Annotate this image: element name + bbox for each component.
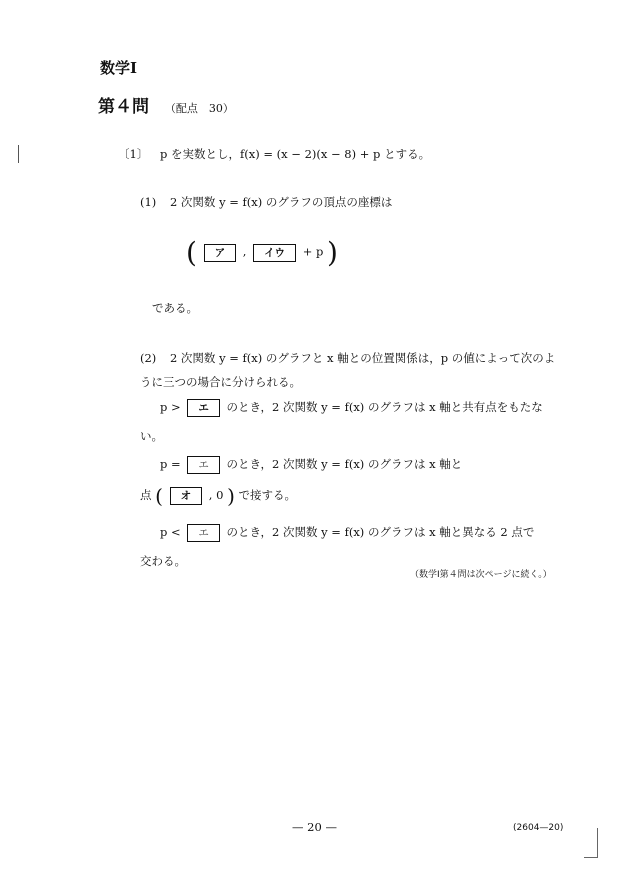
corner-mark [584, 857, 598, 858]
answer-box-iu: イウ [253, 244, 296, 262]
sub2-line2: うに三つの場合に分けられる。 [140, 375, 301, 389]
part1-intro-line [118, 146, 430, 162]
close-paren: ) [327, 236, 338, 269]
part1-label: 〔1〕 [118, 147, 149, 161]
sub2-line1 [140, 350, 555, 366]
case3-prefix: p < [160, 525, 181, 539]
case3-text: のとき，2 次関数 y = f(x) のグラフは x 軸と異なる 2 点で [226, 525, 535, 539]
plus-p: + p [302, 244, 324, 259]
comma: , [242, 244, 247, 259]
sub1-label: (1) [140, 195, 157, 209]
corner-mark-vertical [597, 828, 598, 858]
subject-heading: 数学Ⅰ [100, 59, 138, 77]
case1-cont: い。 [140, 429, 163, 443]
case1-line [160, 399, 543, 417]
sub1-after: である。 [152, 301, 198, 315]
sub1-text: 2 次関数 y = f(x) のグラフの頂点の座標は [169, 195, 393, 209]
sub1-line [140, 194, 392, 210]
case2-end: で接する。 [238, 488, 297, 502]
question-title [98, 92, 234, 117]
answer-box-o: オ [170, 487, 203, 505]
margin-mark [18, 145, 19, 163]
answer-box-a: ア [204, 244, 237, 262]
page-code: (2604—20) [513, 823, 564, 833]
question-number: 第４問 [98, 97, 149, 117]
vertex-coordinates [186, 236, 338, 269]
open-paren-2: ( [155, 484, 163, 508]
case2-line [160, 456, 462, 474]
page-number: — 20 — [292, 820, 337, 834]
sub2-text1: 2 次関数 y = f(x) のグラフと x 軸との位置関係は，p の値によって次のよ [169, 351, 556, 365]
answer-box-e-ref2: エ [187, 524, 220, 542]
case1-text: のとき，2 次関数 y = f(x) のグラフは x 軸と共有点をもたな [226, 400, 543, 414]
sub2-label: (2) [140, 351, 157, 365]
case2-text: のとき，2 次関数 y = f(x) のグラフは x 軸と [226, 457, 463, 471]
answer-box-e-ref: エ [187, 456, 220, 474]
case2-point-line [140, 484, 296, 508]
part1-intro: p を実数とし，f(x) = (x − 2)(x − 8) + p とする。 [159, 147, 431, 161]
zero-coordinate: , 0 [208, 488, 224, 502]
continue-note: （数学Ⅰ第４問は次ページに続く。） [410, 570, 552, 580]
case3-cont: 交わる。 [140, 554, 186, 568]
answer-box-e: エ [187, 399, 220, 417]
question-points: （配点 30） [164, 102, 234, 115]
close-paren-2: ) [227, 484, 235, 508]
case2-point-prefix: 点 [140, 488, 152, 502]
case3-line [160, 524, 534, 542]
case2-prefix: p = [160, 457, 181, 471]
open-paren: ( [186, 236, 197, 269]
case1-prefix: p > [160, 400, 181, 414]
